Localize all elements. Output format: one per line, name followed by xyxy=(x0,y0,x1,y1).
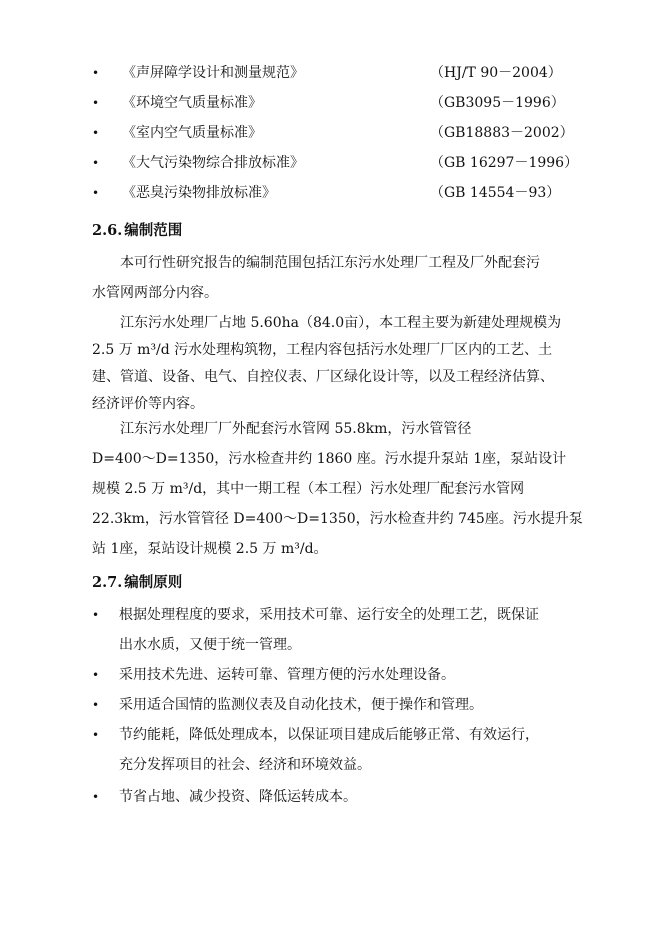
paragraph-line: 本可行性研究报告的编制范围包括江东污水处理厂工程及厂外配套污 xyxy=(92,255,540,271)
bullet-icon: • xyxy=(92,66,100,80)
standard-code: （GB 16297－1996） xyxy=(430,155,579,171)
standard-code: （GB18883－2002） xyxy=(430,125,574,141)
bullet-icon: • xyxy=(92,186,100,200)
bullet-icon: • xyxy=(92,156,100,170)
paragraph-line: D=400～D=1350，污水检查井约 1860 座。污水提升泵站 1座，泵站设计 xyxy=(92,451,567,467)
paragraph-line: 规模 2.5 万 m³/d，其中一期工程（本工程）污水处理厂配套污水管网 xyxy=(92,481,525,497)
section-heading xyxy=(92,572,182,594)
section-heading xyxy=(92,220,182,242)
standard-name: 《室内空气质量标准》 xyxy=(122,125,262,141)
section-title: 编制范围 xyxy=(124,222,183,239)
principle-line: 采用适合国情的监测仪表及自动化技术，便于操作和管理。 xyxy=(119,697,483,713)
section-number: 2.7. xyxy=(92,574,123,591)
standard-code: （GB3095－1996） xyxy=(430,95,565,111)
paragraph-line: 经济评价等内容。 xyxy=(92,396,204,412)
paragraph-line: 水管网两部分内容。 xyxy=(92,285,218,301)
bullet-icon: • xyxy=(92,728,100,742)
bullet-icon: • xyxy=(92,96,100,110)
principle-line: 充分发挥项目的社会、经济和环境效益。 xyxy=(119,757,371,773)
principle-line: 采用技术先进、运转可靠、管理方便的污水处理设备。 xyxy=(119,667,455,683)
principle-line: 节约能耗，降低处理成本，以保证项目建成后能够正常、有效运行， xyxy=(119,727,539,743)
paragraph-line: 22.3km，污水管管径 D=400～D=1350，污水检查井约 745座。污水提升泵 xyxy=(92,511,583,527)
standard-name: 《声屏障学设计和测量规范》 xyxy=(122,65,304,81)
section-number: 2.6. xyxy=(92,222,123,239)
paragraph-line: 2.5 万 m³/d 污水处理构筑物，工程内容包括污水处理厂厂区内的工艺、土 xyxy=(92,342,553,358)
standard-code: （GB 14554－93） xyxy=(430,185,561,201)
bullet-icon: • xyxy=(92,608,100,622)
standard-code: （HJ/T 90－2004） xyxy=(430,65,562,81)
bullet-icon: • xyxy=(92,668,100,682)
standard-name: 《环境空气质量标准》 xyxy=(122,95,262,111)
principle-line: 根据处理程度的要求，采用技术可靠、运行安全的处理工艺，既保证 xyxy=(119,607,539,623)
paragraph-line: 站 1座，泵站设计规模 2.5 万 m³/d。 xyxy=(92,541,328,557)
bullet-icon: • xyxy=(92,698,100,712)
standard-name: 《恶臭污染物排放标准》 xyxy=(122,185,276,201)
paragraph-line: 江东污水处理厂厂外配套污水管网 55.8km，污水管管径 xyxy=(92,421,472,437)
paragraph-line: 江东污水处理厂占地 5.60ha（84.0亩），本工程主要为新建处理规模为 xyxy=(92,315,562,331)
section-title: 编制原则 xyxy=(124,574,183,591)
bullet-icon: • xyxy=(92,790,100,804)
principle-line: 节省占地、减少投资、降低运转成本。 xyxy=(119,789,357,805)
paragraph-line: 建、管道、设备、电气、自控仪表、厂区绿化设计等，以及工程经济估算、 xyxy=(92,369,554,385)
bullet-icon: • xyxy=(92,126,100,140)
standard-name: 《大气污染物综合排放标准》 xyxy=(122,155,304,171)
principle-line: 出水水质，又便于统一管理。 xyxy=(119,637,301,653)
